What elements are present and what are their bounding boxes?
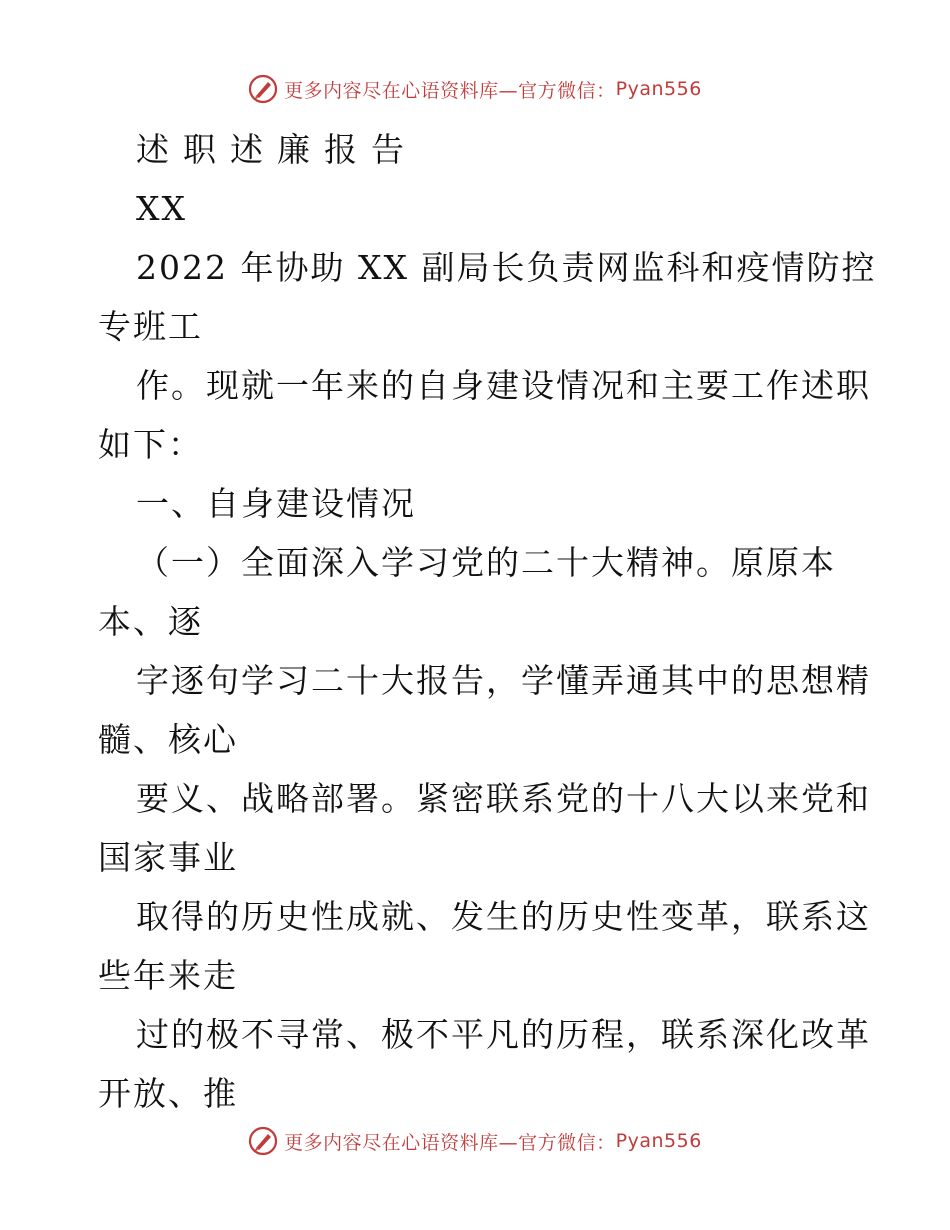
text-line: 2022 年协助 XX 副局长负责网监科和疫情防控: [136, 248, 877, 287]
watermark-wechat-id: Pyan556: [615, 78, 702, 100]
text-line: 开放、推: [98, 1074, 238, 1113]
text-line: （一）全面深入学习党的二十大精神。原原本: [136, 543, 836, 582]
text-line: 字逐句学习二十大报告，学懂弄通其中的思想精: [136, 661, 871, 700]
watermark-text: 更多内容尽在心语资料库—官方微信：: [284, 79, 616, 102]
text-line: 髓、核心: [98, 720, 238, 759]
watermark-text: 更多内容尽在心语资料库—官方微信：: [284, 1131, 616, 1154]
pen-logo-icon: [248, 1126, 278, 1156]
text-line: 如下：: [98, 425, 203, 464]
text-line: 国家事业: [98, 838, 238, 877]
pen-logo-icon: [248, 74, 278, 104]
document-title: 述职述廉报告: [136, 130, 418, 169]
document-body: [98, 120, 877, 1123]
document-author: XX: [136, 189, 187, 228]
footer-watermark: [0, 1126, 950, 1156]
text-line: 本、逐: [98, 602, 203, 641]
text-line: 取得的历史性成就、发生的历史性变革，联系这: [136, 897, 871, 936]
watermark-wechat-id: Pyan556: [615, 1130, 702, 1152]
text-line: 专班工: [98, 307, 203, 346]
text-line: 作。现就一年来的自身建设情况和主要工作述职: [136, 366, 871, 405]
section-heading: 一、自身建设情况: [136, 484, 416, 523]
text-line: 些年来走: [98, 956, 238, 995]
text-line: 要义、战略部署。紧密联系党的十八大以来党和: [136, 779, 871, 818]
document-paragraphs: [98, 238, 877, 1123]
text-line: 过的极不寻常、极不平凡的历程，联系深化改革: [136, 1015, 871, 1054]
header-watermark: [0, 74, 950, 104]
